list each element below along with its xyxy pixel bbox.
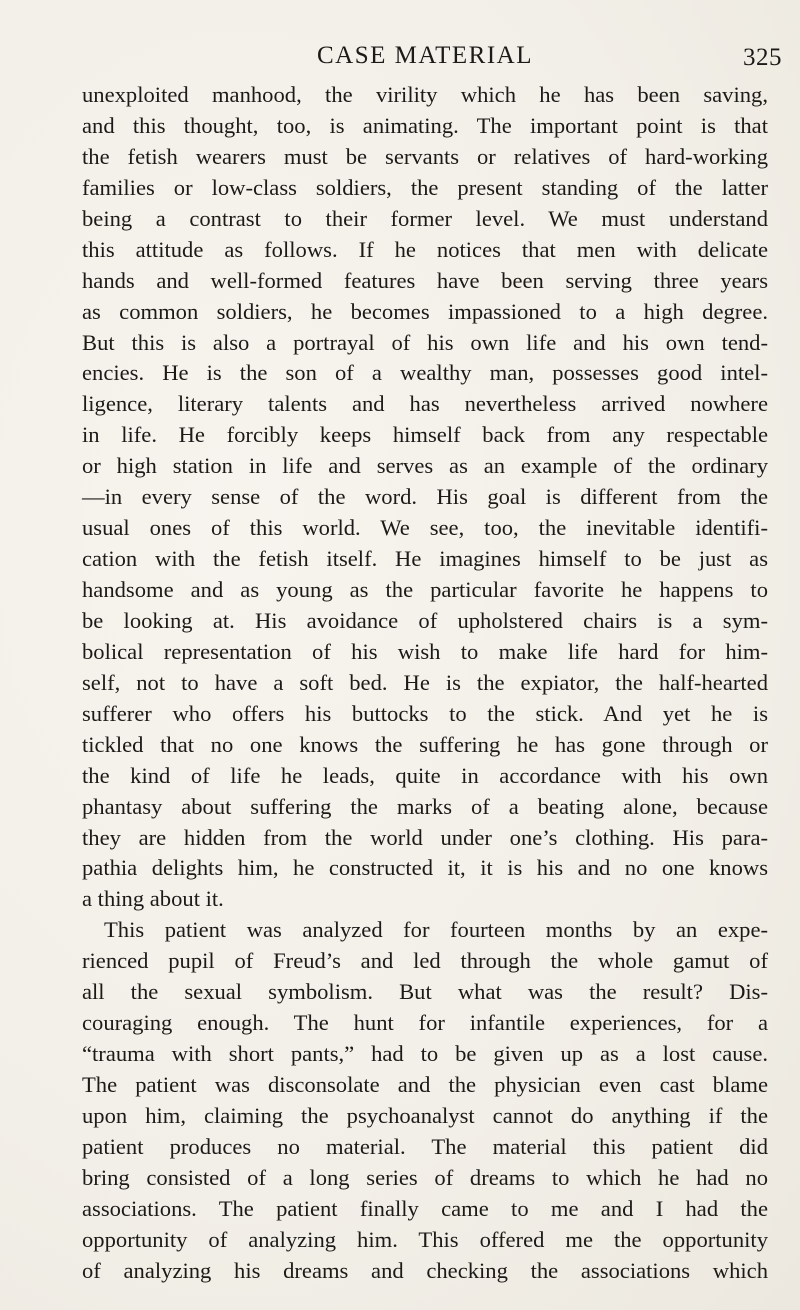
text-line: and this thought, too, is animating. The important point is that [82,112,768,138]
text-line: all the sexual symbolism. But what was the result? Dis- [82,979,768,1005]
text-line: hands and well-formed features have been serving three years [82,267,768,293]
text-line: bolical representation of his wish to make life hard for him- [82,638,768,664]
text-line: pathia delights him, he constructed it, it is his and no one knows [82,855,768,881]
text-line: cation with the fetish itself. He imagines himself to be just as [82,546,768,572]
text-line: encies. He is the son of a wealthy man, possesses good intel- [82,360,768,386]
text-line: “trauma with short pants,” had to be given up as a lost cause. [82,1041,768,1067]
text-line: tickled that no one knows the suffering he has gone through or [82,731,768,757]
body-text [82,80,768,1287]
text-line: usual ones of this world. We see, too, the inevitable identifi- [82,515,768,541]
text-line: —in every sense of the word. His goal is different from the [82,484,768,510]
paragraph-end-line: a thing about it. [82,886,224,912]
text-line: couraging enough. The hunt for infantile experiences, for a [82,1010,768,1036]
text-line: this attitude as follows. If he notices that men with delicate [82,236,768,262]
text-line: But this is also a portrayal of his own life and his own tend- [82,329,768,355]
text-line: the kind of life he leads, quite in accordance with his own [82,762,768,788]
text-line: being a contrast to their former level. We must understand [82,205,768,231]
text-line: or high station in life and serves as an example of the ordinary [82,453,768,479]
running-head-title: CASE MATERIAL [316,42,534,69]
paragraph-start-line: This patient was analyzed for fourteen months by an expe- [104,917,768,943]
text-line: handsome and as young as the particular favorite he happens to [82,577,768,602]
text-line: associations. The patient finally came to me and I had the [82,1195,768,1221]
text-line: unexploited manhood, the virility which he has been saving, [82,82,768,107]
text-line: rienced pupil of Freud’s and led through the whole gamut of [82,948,768,974]
text-line: families or low-class soldiers, the present standing of the latter [82,174,768,200]
text-line: opportunity of analyzing him. This offered me the opportunity [82,1226,768,1252]
text-line: self, not to have a soft bed. He is the expiator, the half-hearted [82,669,768,695]
text-line: be looking at. His avoidance of upholstered chairs is a sym- [82,607,768,633]
text-line: phantasy about suffering the marks of a beating alone, because [82,793,768,819]
text-line: upon him, claiming the psychoanalyst cannot do anything if the [82,1102,768,1128]
text-line: sufferer who offers his buttocks to the stick. And yet he is [82,700,768,726]
text-line: patient produces no material. The material this patient did [82,1133,768,1159]
text-line: as common soldiers, he becomes impassioned to a high degree. [82,298,768,324]
text-line: they are hidden from the world under one’s clothing. His para- [82,824,768,850]
running-head [80,36,782,76]
text-line: ligence, literary talents and has nevertheless arrived nowhere [82,391,768,417]
text-line: the fetish wearers must be servants or relatives of hard-working [82,143,768,169]
text-line: The patient was disconsolate and the physician even cast blame [82,1072,768,1097]
text-line: bring consisted of a long series of dreams to which he had no [82,1164,768,1190]
page-number: 325 [743,44,782,71]
text-line: of analyzing his dreams and checking the associations which [82,1257,768,1283]
text-line: in life. He forcibly keeps himself back from any respectable [82,422,768,448]
